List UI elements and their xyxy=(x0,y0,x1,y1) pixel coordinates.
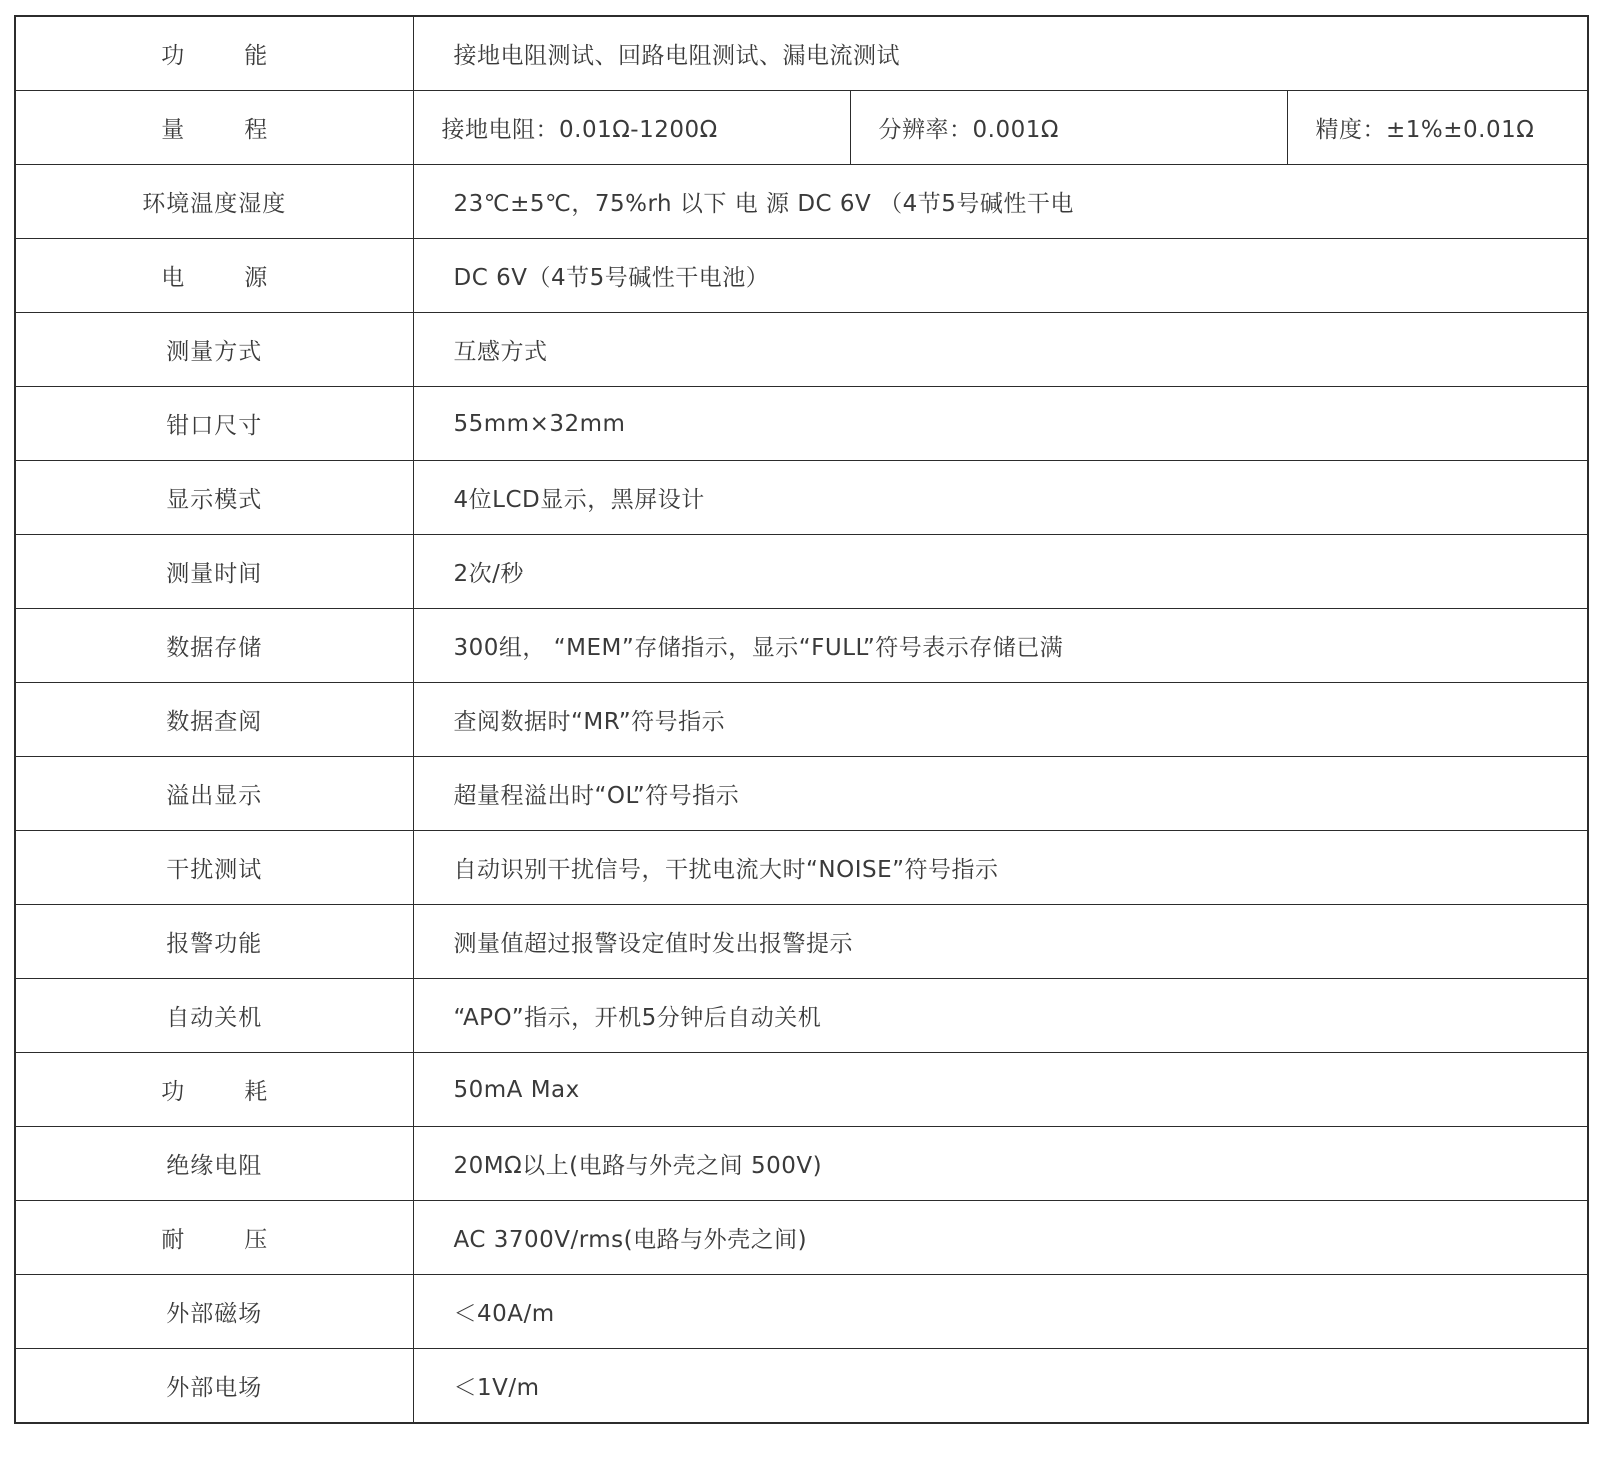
row-value-cell: 精度：±1%±0.01Ω xyxy=(1287,91,1588,165)
table-row xyxy=(15,461,1588,535)
row-value: 互感方式 xyxy=(413,313,1588,387)
table-row xyxy=(15,979,1588,1053)
row-value: 300组， “MEM”存储指示，显示“FULL”符号表示存储已满 xyxy=(413,609,1588,683)
row-label xyxy=(15,831,413,905)
row-label-text: 外部磁场 xyxy=(166,1301,263,1327)
row-value: 20MΩ以上(电路与外壳之间 500V) xyxy=(413,1127,1588,1201)
table-row xyxy=(15,1349,1588,1424)
row-value: 接地电阻测试、回路电阻测试、漏电流测试 xyxy=(413,16,1588,91)
row-value: “APO”指示，开机5分钟后自动关机 xyxy=(413,979,1588,1053)
row-label-text: 自动关机 xyxy=(166,1005,263,1031)
row-label xyxy=(15,535,413,609)
row-label xyxy=(15,461,413,535)
row-label-text: 干扰测试 xyxy=(166,857,263,883)
table-row xyxy=(15,16,1588,91)
table-row xyxy=(15,535,1588,609)
row-label-text: 数据查阅 xyxy=(166,709,263,735)
row-value: DC 6V（4节5号碱性干电池） xyxy=(413,239,1588,313)
table-row xyxy=(15,239,1588,313)
row-label-text: 钳口尺寸 xyxy=(166,413,263,439)
table-row xyxy=(15,905,1588,979)
table-row xyxy=(15,387,1588,461)
row-value: 23℃±5℃，75%rh 以下 电 源 DC 6V （4节5号碱性干电 xyxy=(413,165,1588,239)
table-row xyxy=(15,91,1588,165)
table-row xyxy=(15,831,1588,905)
row-label xyxy=(15,609,413,683)
row-label-text: 测量方式 xyxy=(166,339,263,365)
row-value: 2次/秒 xyxy=(413,535,1588,609)
row-label-text: 环境温度湿度 xyxy=(142,191,287,217)
row-value: AC 3700V/rms(电路与外壳之间) xyxy=(413,1201,1588,1275)
table-row xyxy=(15,609,1588,683)
row-label xyxy=(15,979,413,1053)
row-label xyxy=(15,1275,413,1349)
row-value-cell: 接地电阻：0.01Ω-1200Ω xyxy=(413,91,850,165)
spec-table xyxy=(14,15,1589,1424)
row-label xyxy=(15,16,413,91)
row-label xyxy=(15,165,413,239)
row-label-text: 测量时间 xyxy=(166,561,263,587)
row-label-text: 数据存储 xyxy=(166,635,263,661)
row-label xyxy=(15,757,413,831)
table-row xyxy=(15,313,1588,387)
row-label-text: 报警功能 xyxy=(166,931,263,957)
row-value-cell: 分辨率：0.001Ω xyxy=(850,91,1287,165)
row-value: 55mm×32mm xyxy=(413,387,1588,461)
row-label-text: 电源 xyxy=(161,265,328,291)
row-value: 查阅数据时“MR”符号指示 xyxy=(413,683,1588,757)
row-label-text: 功耗 xyxy=(161,1079,328,1105)
row-label-text: 耐压 xyxy=(161,1227,328,1253)
row-value: 50mA Max xyxy=(413,1053,1588,1127)
row-value: 测量值超过报警设定值时发出报警提示 xyxy=(413,905,1588,979)
table-row xyxy=(15,1275,1588,1349)
row-label-text: 外部电场 xyxy=(166,1375,263,1401)
row-label-text: 显示模式 xyxy=(166,487,263,513)
spec-table-body xyxy=(15,16,1588,1423)
row-label xyxy=(15,1201,413,1275)
row-label xyxy=(15,1053,413,1127)
table-row xyxy=(15,1201,1588,1275)
row-label xyxy=(15,1127,413,1201)
row-value: ＜1V/m xyxy=(413,1349,1588,1424)
row-value: 自动识别干扰信号，干扰电流大时“NOISE”符号指示 xyxy=(413,831,1588,905)
row-value: ＜40A/m xyxy=(413,1275,1588,1349)
table-row xyxy=(15,683,1588,757)
table-row xyxy=(15,757,1588,831)
row-label-text: 量程 xyxy=(161,117,328,143)
row-label xyxy=(15,313,413,387)
row-label xyxy=(15,905,413,979)
row-label-text: 溢出显示 xyxy=(166,783,263,809)
table-row xyxy=(15,165,1588,239)
row-value: 超量程溢出时“OL”符号指示 xyxy=(413,757,1588,831)
row-label xyxy=(15,683,413,757)
table-row xyxy=(15,1053,1588,1127)
row-label-text: 绝缘电阻 xyxy=(166,1153,263,1179)
row-label xyxy=(15,387,413,461)
table-row xyxy=(15,1127,1588,1201)
row-label xyxy=(15,91,413,165)
row-label xyxy=(15,1349,413,1424)
row-label-text: 功能 xyxy=(161,43,328,69)
row-label xyxy=(15,239,413,313)
row-value: 4位LCD显示，黑屏设计 xyxy=(413,461,1588,535)
